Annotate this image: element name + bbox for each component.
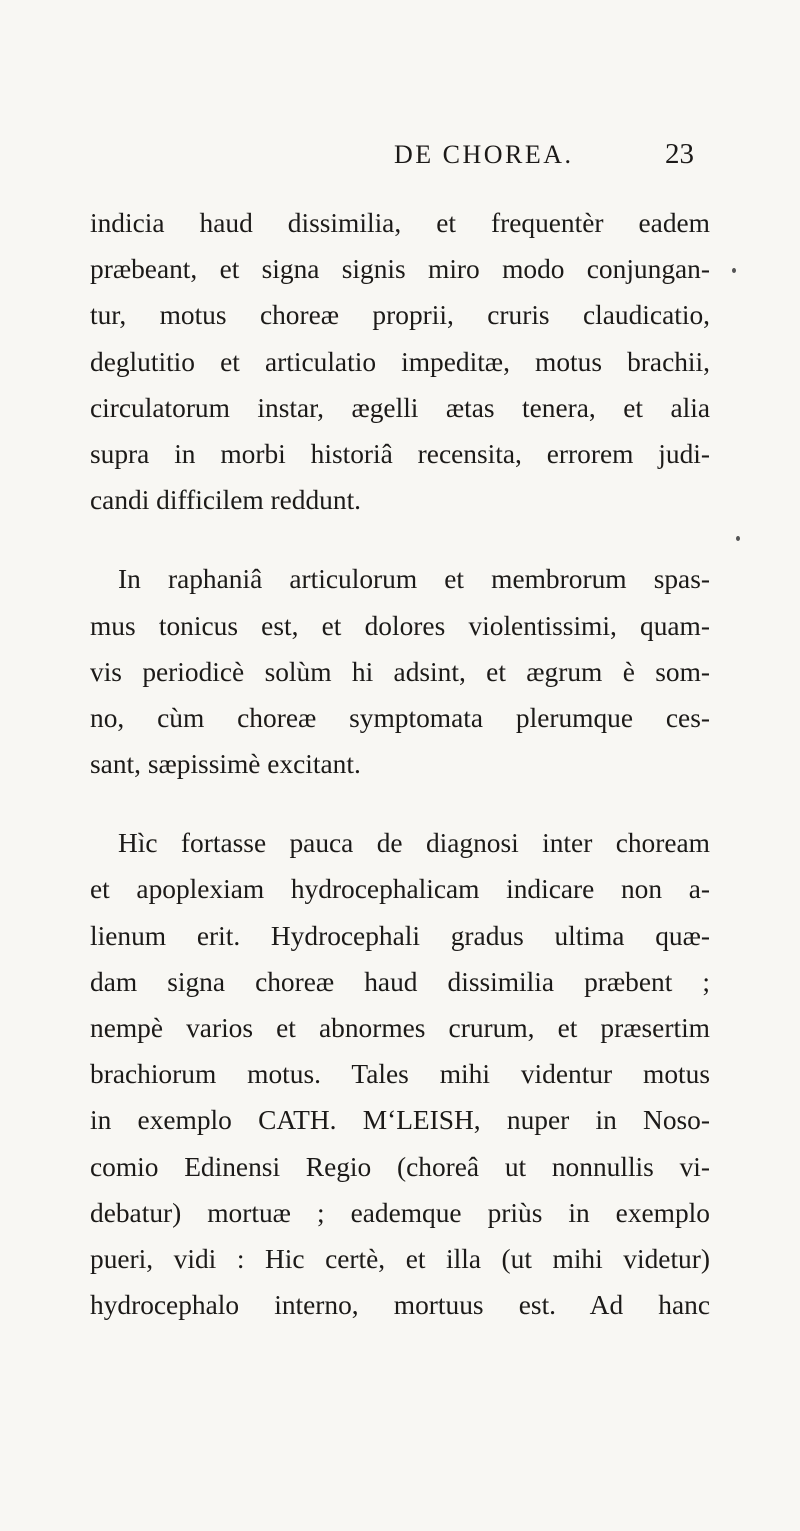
text-line: deglutitio et articulatio impeditæ, motus brachii, bbox=[90, 346, 710, 377]
page-number: 23 bbox=[665, 138, 694, 170]
paragraph-1 bbox=[90, 200, 710, 523]
text-line: præbeant, et signa signis miro modo conjungan- bbox=[90, 254, 710, 285]
text-line: pueri, vidi : Hic certè, et illa (ut mihi videtur) bbox=[90, 1243, 710, 1274]
text-line: indicia haud dissimilia, et frequentèr eadem bbox=[90, 208, 710, 238]
text-line: In raphaniâ articulorum et membrorum spas- bbox=[118, 564, 710, 595]
text-line: circulatorum instar, ægelli ætas tenera, et alia bbox=[90, 392, 710, 423]
text-line: brachiorum motus. Tales mihi videntur motus bbox=[90, 1059, 710, 1090]
text-line: in exemplo CATH. MʻLEISH, nuper in Noso- bbox=[90, 1105, 710, 1136]
paper-speck bbox=[732, 268, 736, 273]
text-line: candi difficilem reddunt. bbox=[90, 485, 362, 516]
text-line: et apoplexiam hydrocephalicam indicare non a- bbox=[90, 874, 710, 905]
text-line: nempè varios et abnormes crurum, et præsertim bbox=[90, 1013, 710, 1043]
running-head: DE CHOREA. bbox=[394, 140, 574, 169]
text-line: sant, sæpissimè excitant. bbox=[90, 749, 361, 780]
paragraph-2 bbox=[90, 556, 710, 787]
text-line: Hìc fortasse pauca de diagnosi inter choream bbox=[118, 828, 710, 859]
text-line: mus tonicus est, et dolores violentissimi, quam- bbox=[90, 610, 710, 641]
page-header bbox=[394, 140, 694, 180]
text-line: tur, motus choreæ proprii, cruris claudicatio, bbox=[90, 300, 710, 331]
paper-speck bbox=[736, 536, 740, 541]
text-line: lienum erit. Hydrocephali gradus ultima quæ- bbox=[90, 920, 710, 951]
text-line: supra in morbi historiâ recensita, errorem judi- bbox=[90, 438, 710, 469]
text-line: dam signa choreæ haud dissimilia præbent ; bbox=[90, 966, 710, 997]
text-line: comio Edinensi Regio (choreâ ut nonnullis vi- bbox=[90, 1151, 710, 1182]
text-line: vis periodicè solùm hi adsint, et ægrum è som- bbox=[90, 656, 710, 687]
text-line: no, cùm choreæ symptomata plerumque ces- bbox=[90, 702, 710, 733]
body-text bbox=[90, 200, 710, 1328]
text-line: debatur) mortuæ ; eademque priùs in exemplo bbox=[90, 1197, 710, 1228]
paragraph-3 bbox=[90, 820, 710, 1328]
text-line: hydrocephalo interno, mortuus est. Ad hanc bbox=[90, 1290, 710, 1321]
